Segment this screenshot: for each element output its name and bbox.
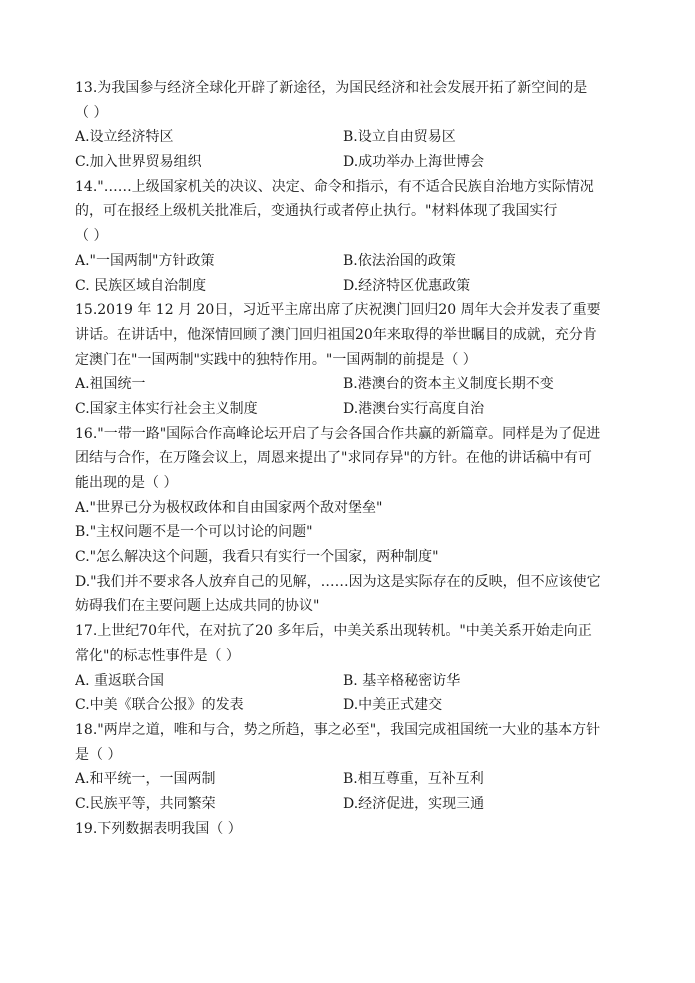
option-a: A."世界已分为极权政体和自由国家两个敌对堡垒" [75, 499, 383, 516]
question-17 [75, 619, 630, 718]
question-text: 的，可在报经上级机关批准后，变通执行或者停止执行。"材料体现了我国实行 [75, 203, 558, 220]
question-text: 19.下列数据表明我国（ ） [75, 820, 242, 837]
option-b: B.设立自由贸易区 [343, 129, 456, 146]
question-text: 是（ ） [75, 746, 122, 763]
options-row [75, 397, 630, 422]
options-row [75, 125, 630, 150]
document-page [75, 76, 630, 841]
question-15 [75, 298, 630, 421]
options-row [75, 767, 630, 792]
question-text: 常化"的标志性事件是（ ） [75, 647, 240, 664]
question-text: 13.为我国参与经济全球化开辟了新途径，为国民经济和社会发展开拓了新空间的是 [75, 80, 588, 96]
question-text: 14."……上级国家机关的决议、决定、命令和指示，有不适合民族自治地方实际情况 [75, 178, 594, 195]
question-text: 讲话。在讲话中，他深情回顾了澳门回归祖国20年来取得的举世瞩目的成就，充分肯 [75, 326, 597, 343]
options-row [75, 792, 630, 817]
question-text: 17.上世纪70年代，在对抗了20 多年后，中美关系出现转机。"中美关系开始走向正 [75, 623, 592, 640]
option-c: C.加入世界贸易组织 [75, 154, 202, 171]
option-a: A.和平统一，一国两制 [75, 771, 216, 788]
option-a: A. 重返联合国 [75, 672, 165, 689]
question-text: 18."两岸之道，唯和与合，势之所趋，事之必至"，我国完成祖国统一大业的基本方针 [75, 721, 601, 738]
option-d-continued: 妨碍我们在主要问题上达成共同的协议" [75, 598, 320, 615]
question-text: 能出现的是（ ） [75, 475, 178, 491]
option-d: D.成功举办上海世博会 [343, 154, 485, 171]
option-d: D.中美正式建交 [343, 697, 443, 714]
option-c: C. 民族区域自治制度 [75, 277, 207, 294]
option-d: D.港澳台实行高度自治 [343, 400, 485, 417]
option-c: C.民族平等，共同繁荣 [75, 795, 216, 812]
option-c: C.中美《联合公报》的发表 [75, 697, 244, 714]
option-d: D.经济促进，实现三通 [343, 795, 485, 812]
options-row [75, 372, 630, 397]
option-d: D."我们并不要求各人放弃自己的见解，……因为这是实际存在的反映，但不应该使它 [75, 573, 601, 590]
options-row [75, 150, 630, 175]
question-text: 15.2019 年 12 月 20日，习近平主席出席了庆祝澳门回归20 周年大会并发表了重要 [75, 302, 601, 319]
question-text: 团结与合作，在万隆会议上，周恩来提出了"求同存异"的方针。在他的讲话稿中有可 [75, 450, 592, 467]
question-16 [75, 422, 630, 620]
answer-bracket: （ ） [75, 104, 108, 121]
option-b: B.相互尊重，互补互利 [343, 771, 484, 788]
options-row [75, 249, 630, 274]
options-row [75, 693, 630, 718]
option-a: A.祖国统一 [75, 376, 146, 393]
option-a: A.设立经济特区 [75, 129, 174, 146]
question-19 [75, 817, 630, 842]
question-18 [75, 718, 630, 817]
option-b: B. 基辛格秘密访华 [343, 672, 461, 689]
options-row [75, 669, 630, 694]
options-row [75, 274, 630, 299]
option-b: B.港澳台的资本主义制度长期不变 [343, 376, 554, 393]
option-b: B."主权问题不是一个可以讨论的问题" [75, 524, 313, 541]
option-a: A."一国两制"方针政策 [75, 252, 215, 269]
option-c: C.国家主体实行社会主义制度 [75, 400, 258, 417]
question-text: 16."一带一路"国际合作高峰论坛开启了与会各国合作共赢的新篇章。同样是为了促进 [75, 425, 601, 442]
option-c: C."怎么解决这个问题，我看只有实行一个国家，两种制度" [75, 549, 439, 566]
option-b: B.依法治国的政策 [343, 252, 456, 269]
question-13 [75, 76, 630, 175]
answer-bracket: （ ） [75, 228, 108, 245]
question-14 [75, 175, 630, 298]
question-text: 定澳门在"一国两制"实践中的独特作用。"一国两制的前提是（ ） [75, 351, 477, 368]
option-d: D.经济特区优惠政策 [343, 277, 471, 294]
